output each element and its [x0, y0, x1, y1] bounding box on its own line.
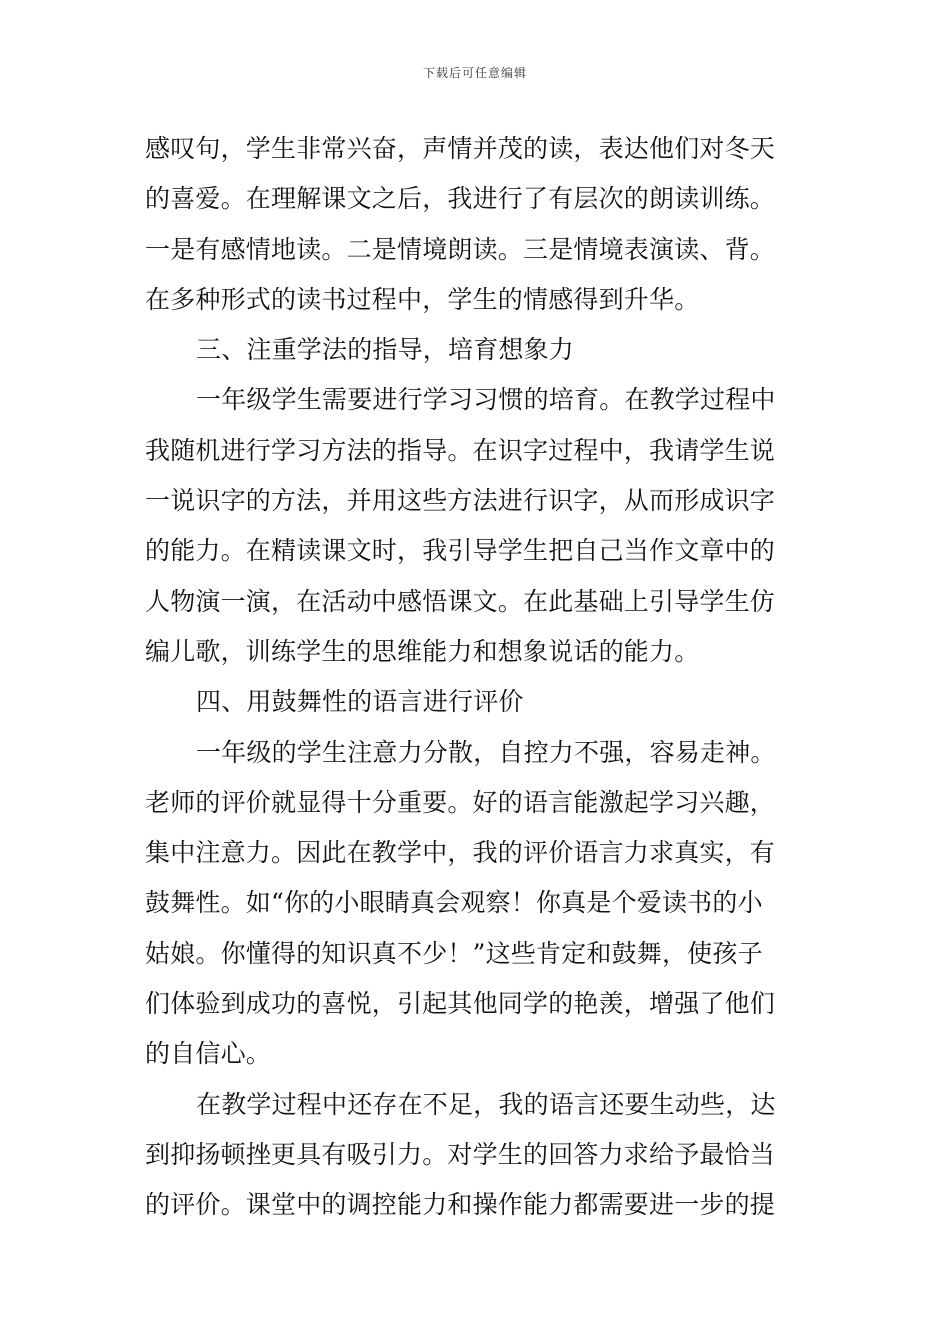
- text-line: 一说识字的方法，并用这些方法进行识字，从而形成识字: [145, 486, 776, 516]
- paragraph-start-line: 在教学过程中还存在不足，我的语言还要生动些，达: [196, 1089, 776, 1119]
- text-line: 的评价。课堂中的调控能力和操作能力都需要进一步的提: [145, 1190, 776, 1220]
- text-line: 一是有感情地读。二是情境朗读。三是情境表演读、背。: [145, 234, 776, 264]
- document-body: [145, 124, 807, 1231]
- text-line: 们体验到成功的喜悦，引起其他同学的艳羡，增强了他们: [145, 989, 776, 1019]
- paragraph-start-line: 一年级的学生注意力分散，自控力不强，容易走神。: [196, 737, 776, 767]
- section-heading: 四、用鼓舞性的语言进行评价: [196, 687, 524, 717]
- text-line: 在多种形式的读书过程中，学生的情感得到升华。: [145, 284, 700, 314]
- text-line: 编儿歌，训练学生的思维能力和想象说话的能力。: [145, 636, 700, 666]
- text-line: 到抑扬顿挫更具有吸引力。对学生的回答力求给予最恰当: [145, 1139, 776, 1169]
- text-line: 我随机进行学习方法的指导。在识字过程中，我请学生说: [145, 435, 776, 465]
- text-line: 人物演一演，在活动中感悟课文。在此基础上引导学生仿: [145, 586, 776, 616]
- paragraph-start-line: 一年级学生需要进行学习习惯的培育。在教学过程中: [196, 385, 776, 415]
- text-line: 的能力。在精读课文时，我引导学生把自己当作文章中的: [145, 536, 776, 566]
- text-line: 感叹句，学生非常兴奋，声情并茂的读，表达他们对冬天: [145, 134, 776, 163]
- page-header: 下载后可任意编辑: [422, 66, 527, 80]
- text-line: 姑娘。你懂得的知识真不少！”这些肯定和鼓舞，使孩子: [145, 938, 763, 968]
- text-line: 的自信心。: [145, 1039, 272, 1069]
- text-line: 老师的评价就显得十分重要。好的语言能激起学习兴趣，: [145, 787, 776, 817]
- text-line: 集中注意力。因此在教学中，我的评价语言力求真实，有: [145, 838, 776, 868]
- text-line: 的喜爱。在理解课文之后，我进行了有层次的朗读训练。: [145, 184, 776, 214]
- section-heading: 三、注重学法的指导，培育想象力: [196, 335, 575, 365]
- text-line: 鼓舞性。如“你的小眼睛真会观察！你真是个爱读书的小: [145, 888, 763, 918]
